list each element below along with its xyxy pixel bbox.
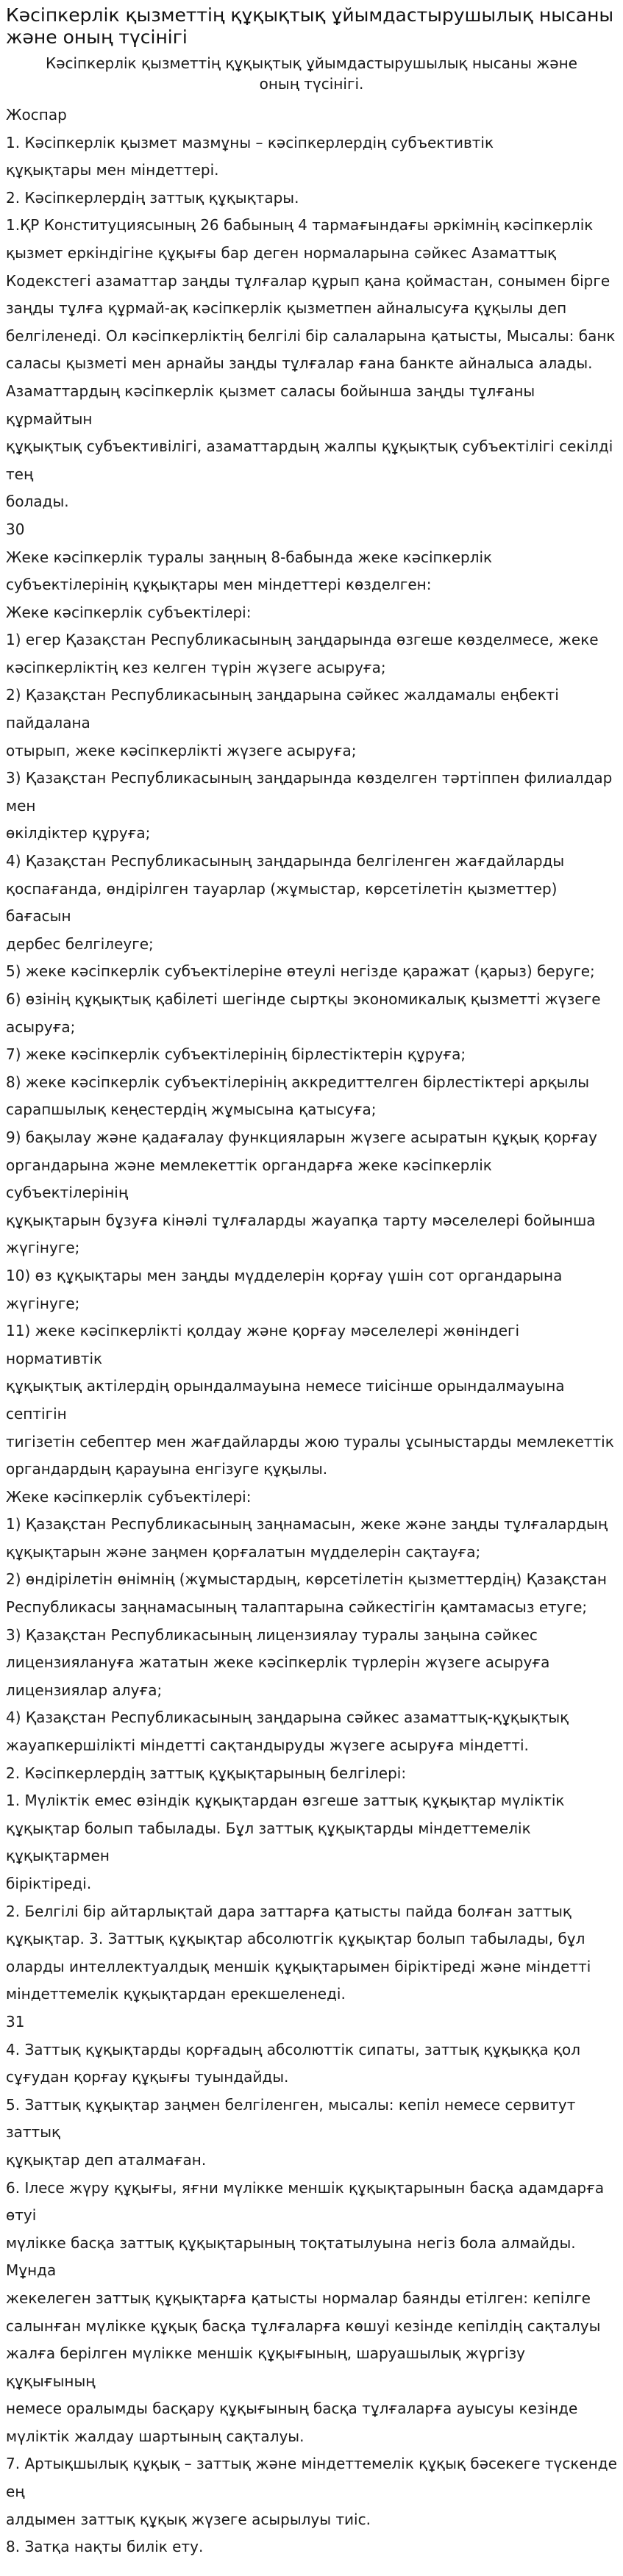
body-paragraph: құқықтық актілердің орындалмауына немесе тиісінше орындалмауына септігін [6,1377,565,1423]
body-paragraph: субъектілерінің құқықтары мен міндеттері көзделген: [6,576,432,594]
document-subtitle: Кәсіпкерлік қызметтің құқықтық ұйымдастырушылық нысаны және оның түсінігі. [46,54,577,93]
body-paragraph: 31 [6,2012,25,2031]
body-paragraph: 3) Қазақстан Республикасының лицензиялау туралы заңына сәйкес [6,1625,538,1644]
body-paragraph: құқықтарын және заңмен қорғалатын мүдделерін сақтауға; [6,1542,481,1561]
body-paragraph: органдардың қарауына енгізуге құқылы. [6,1460,328,1478]
body-paragraph: 5) жеке кәсіпкерлік субъектілеріне өтеулі негізде қаражат (қарыз) беруге; [6,962,595,981]
body-paragraph: жүгінуге; [6,1239,80,1257]
body-paragraph: оларды интеллектуалдық меншік құқықтарымен біріктіреді және міндетті [6,1957,591,1975]
body-paragraph: қызмет еркіндігіне құқығы бар деген нормаларына сәйкес Азаматтық [6,243,557,262]
body-paragraph: 6. Ілесе жүру құқығы, яғни мүлікке меншік құқықтарынын басқа адамдарға өтуі [6,2178,605,2225]
body-paragraph: 6) өзінің құқықтық қабілеті шегінде сыртқы экономикалық қызметті жүзеге [6,990,601,1008]
body-paragraph: дербес белгілеуге; [6,934,154,953]
body-paragraph: органдарына және мемлекеттік органдарға жеке кәсіпкерлік субъектілерінің [6,1156,492,1202]
body-paragraph: 9) бақылау және қадағалау функцияларын жүзеге асыратын құқық қорғау [6,1128,598,1146]
body-paragraph: салынған мүлікке құқық басқа тұлғаларға көшуі кезінде кепілдің сақталуы [6,2316,601,2335]
body-paragraph: заңды тұлға құрмай-ақ кәсіпкерлік қызметпен айналысуға құқылы деп [6,299,567,318]
body-paragraph: 4. Заттық құқықтарды қорғадың абсолюттік сипаты, заттық құқыққа қол [6,2040,581,2058]
body-paragraph: біріктіреді. [6,1875,92,1892]
body-paragraph: жекелеген заттық құқықтарға қатысты нормалар баянды етілген: кепілге [6,2289,591,2307]
body-paragraph: сарапшылық кеңестердің жұмысына қатысуға; [6,1101,377,1119]
body-paragraph: қоспағанда, өндірілген тауарлар (жұмыстар, көрсетілетін қызметтер) бағасын [6,879,558,926]
body-paragraph: жалға берілген мүлікке меншік құқығының, шаруашылық жүргізу құқығының [6,2344,525,2390]
body-paragraph: 2) өндірілетін өнімнің (жұмыстардың, көрсетілетін қызметтердің) Қазақстан [6,1570,608,1589]
body-paragraph: 11) жеке кәсіпкерлікті қолдау және қорғау мәселелері жөніндегі нормативтік [6,1322,520,1367]
body-paragraph: Республикасы заңнамасының талаптарына сәйкестігін қамтамасыз етуге; [6,1598,588,1617]
body-paragraph: Жеке кәсіпкерлік субъектілері: [6,603,252,621]
body-paragraph: 1.ҚР Конституциясының 26 бабының 4 тармағындағы әркімнің кәсіпкерлік [6,216,594,235]
body-paragraph: 10) өз құқықтары мен заңды мүдделерін қорғау үшін сот органдарына жүгінуге; [6,1266,563,1312]
body-paragraph: құқықтар деп аталмаған. [6,2150,207,2169]
body-paragraph: 2. Кәсіпкерлердің заттық құқықтары. [6,188,299,207]
body-paragraph: Азаматтардың кәсіпкерлік қызмет саласы бойынша заңды тұлғаны құрмайтын [6,382,535,428]
body-paragraph: 8. Затқа нақты билік ету. [6,2538,204,2556]
body-paragraph: 4) Қазақстан Республикасының заңдарында белгіленген жағдайларды [6,852,565,870]
body-paragraph: құқықтарын бұзуға кінәлі тұлғаларды жауапқа тарту мәселелері бойынша [6,1211,596,1229]
body-paragraph: 1. Кәсіпкерлік қызмет мазмұны – кәсіпкерлердің субъективтік [6,133,494,151]
body-paragraph: отырып, жеке кәсіпкерлікті жүзеге асыруға; [6,741,357,759]
body-paragraph: 1. Мүліктік емес өзіндік құқықтардан өзгеше заттық құқықтар мүліктік [6,1792,565,1810]
body-paragraph: 1) Қазақстан Республикасының заңнамасын, жеке және заңды тұлғалардың [6,1515,608,1534]
body-paragraph: мүліктік жалдау шартының сақталуы. [6,2427,305,2445]
body-paragraph: алдымен заттық құқық жүзеге асырылуы тиіс. [6,2510,371,2528]
body-paragraph: 2. Белгілі бір айтарлықтай дара заттарға қатысты пайда болған заттық [6,1902,572,1920]
body-paragraph: құқықтар болып табылады. Бұл заттық құқықтарды міндеттемелік құқықтармен [6,1819,531,1865]
body-paragraph: 7. Артықшылық құқық – заттық және міндеттемелік құқық бәсекеге түскенде ең [6,2455,617,2501]
body-paragraph: сұғудан қорғау құқығы туындайды. [6,2068,289,2086]
body-paragraph: Жеке кәсіпкерлік субъектілері: [6,1487,252,1506]
body-paragraph: болады. [6,493,69,511]
document-title: Кәсіпкерлік қызметтің құқықтық ұйымдастырушылық нысаны және оның түсінігі [6,4,614,48]
body-paragraph: саласы қызметі мен арнайы заңды тұлғалар ғана банкте айналыса алады. [6,354,593,373]
body-paragraph: құқықтары мен міндеттері. [6,161,219,179]
body-paragraph: кәсіпкерліктің кез келген түрін жүзеге асыруға; [6,658,386,676]
document-body [6,101,617,2561]
body-paragraph: 2. Кәсіпкерлердің заттық құқықтарының белгілері: [6,1764,407,1782]
body-paragraph: 4) Қазақстан Республикасының заңдарына сәйкес азаматтық-құқықтық [6,1709,569,1727]
body-paragraph: жауапкершілікті міндетті сақтандыруды жүзеге асыруға міндетті. [6,1736,529,1755]
body-paragraph: 30 [6,520,25,538]
body-paragraph: 2) Қазақстан Республикасының заңдарына сәйкес жалдамалы еңбекті пайдалана [6,686,559,732]
body-paragraph: Кодекстегі азаматтар заңды тұлғалар құрып қана қоймастан, сонымен бірге [6,271,610,290]
body-paragraph: асыруға; [6,1017,76,1036]
body-paragraph: құқықтық субъективілігі, азаматтардың жалпы құқықтық субъектілігі секілді тең [6,437,613,483]
body-paragraph: немесе оралымды басқару құқығының басқа тұлғаларға ауысуы кезінде [6,2400,578,2418]
body-paragraph: Жеке кәсіпкерлік туралы заңның 8-бабында жеке кәсіпкерлік [6,548,493,566]
body-paragraph: тигізетін себептер мен жағдайларды жою туралы ұсыныстарды мемлекеттік [6,1432,614,1450]
body-paragraph: 1) егер Қазақстан Республикасының заңдарында өзгеше көзделмесе, жеке [6,631,599,649]
body-paragraph: 3) Қазақстан Республикасының заңдарында көзделген тәртіппен филиалдар мен [6,769,613,815]
body-paragraph: лицензиялануға жататын жеке кәсіпкерлік түрлерін жүзеге асыруға [6,1653,550,1672]
body-paragraph: міндеттемелік құқықтардан ерекшеленеді. [6,1985,346,2003]
body-paragraph: өкілдіктер құруға; [6,824,151,842]
body-paragraph: құқықтар. 3. Заттық құқықтар абсолютгік құқықтар болып табылады, бұл [6,1930,585,1948]
body-paragraph: мүлікке басқа заттық құқықтарының тоқтатылуына негіз бола алмайды. Мұнда [6,2233,576,2280]
body-paragraph: лицензиялар алуға; [6,1681,163,1699]
body-paragraph: 5. Заттық құқықтар заңмен белгіленген, мысалы: кепіл немесе сервитут заттық [6,2095,576,2142]
body-paragraph: 8) жеке кәсіпкерлік субъектілерінің аккредиттелген бірлестіктері арқылы [6,1073,590,1091]
body-paragraph: Жоспар [6,106,67,124]
body-paragraph: 7) жеке кәсіпкерлік субъектілерінің бірлестіктерін құруға; [6,1045,466,1064]
body-paragraph: белгіленеді. Ол кәсіпкерліктің белгілі бір салаларына қатысты, Мысалы: банк [6,326,616,345]
